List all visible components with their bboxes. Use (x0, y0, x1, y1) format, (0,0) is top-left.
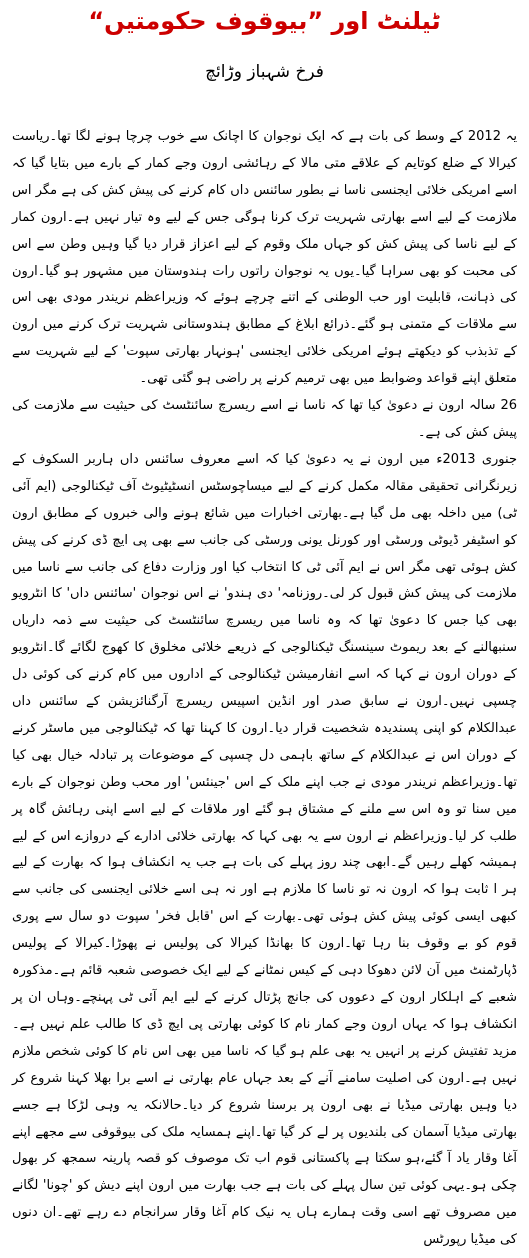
article-paragraph: 26 سالہ ارون نے دعویٰ کیا تھا کہ ناسا نے اسے ریسرچ سائنٹسٹ کی حیثیت سے ملازمت کی پیش کش کی ہے۔ (12, 398, 517, 440)
article-body (12, 124, 517, 1254)
article-paragraph: جنوری 2013ء میں ارون نے یہ دعویٰ کیا کہ اسے معروف سائنس داں ہاربر السکوف کے زیرنگرانی تحقیقی مقالہ مکمل کرنے کے لیے میساچوسٹس انسٹیٹیوٹ آف ٹیکنالوجی (ایم آئی ٹی) میں داخلہ بھی مل گیا ہے۔بھارتی اخبارات میں شائع ہونے والی خبروں کے مطابق ارون کو اسٹیفر ڈیوٹی ورسٹی اور کورنل یونی ورسٹی کی جانب سے بھی پی ایچ ڈی کرنے کی پیش کش ہوئی تھی مگر اس نے ایم آئی ٹی کا انتخاب کیا اور وزارت دفاع کی جانب سے ناسا میں ملازمت کی پیش کش قبول کر لی۔روزنامہ' دی ہندو' نے اس نوجوان 'سائنس داں' کا انٹرویو بھی کیا جس کا دعویٰ تھا کہ وہ ناسا میں ریسرچ سائنٹسٹ کی حیثیت سے ذمہ داریاں سنبھالنے کے بعد ریموٹ سینسنگ ٹیکنالوجی کے ذریعے خلائی مخلوق کا کھوج لگائے گا۔انٹرویو کے دوران ارون نے کہا کہ اسے انفارمیشن ٹیکنالوجی کے اداروں میں کام کرنے کی کوئی دل چسپی نہیں۔ارون نے سابق صدر اور انڈین اسپیس ریسرچ آرگنائزیشن کے سائنس داں عبدالکلام کو اپنی پسندیدہ شخصیت قرار دیا۔ارون کا کہنا تھا کہ ٹیکنالوجی میں ماسٹر کرنے کے دوران اس نے عبدالکلام کے ساتھ باہمی دل چسپی کے موضوعات پر تبادلہ خیال بھی کیا تھا۔وزیراعظم نریندر مودی نے جب اپنے ملک کے اس 'جینئس' اور محب وطن نوجوان کے بارے میں سنا تو وہ اس سے ملنے کے مشتاق ہو گئے اور ملاقات کے لیے اسے اپنی رہائش گاہ پر طلب کر لیا۔وزیراعظم نے ارون سے یہ بھی کہا کہ بھارتی خلائی ادارے کے دروازے اس کے لیے ہمیشہ کھلے رہیں گے۔ابھی چند روز پہلے کی بات ہے جب یہ انکشاف ہوا کہ بھارت کے لیے ہر ا ثابت ہوا کہ ارون نہ تو ناسا کا ملازم ہے اور نہ ہی اسے خلائی ایجنسی کی جانب سے کبھی ایسی کوئی پیش کش ہوئی تھی۔بھارت کے اس 'قابل فخر' سپوت دو سال سے پوری قوم کو بے وقوف بنا رہا تھا۔ارون کا بھانڈا کیرالا کی پولیس نے پھوڑا۔کیرالا کے پولیس ڈپارٹمنٹ میں آن لائن دھوکا دہی کے کیس نمٹانے کے لیے ایک خصوصی شعبہ قائم ہے۔مذکورہ شعبے کے اہلکار ارون کے دعووں کی جانچ پڑتال کرنے کے لیے ایم آئی ٹی پہنچے۔وہاں ان پر انکشاف ہوا کہ یہاں ارون وجے کمار نام کا کوئی بھارتی پی ایچ ڈی کا طالب علم نہیں ہے۔مزید تفتیش کرنے پر انہیں یہ بھی علم ہو گیا کہ ناسا میں بھی اس نام کا کوئی شخص ملازم نہیں ہے۔ارون کی اصلیت سامنے آنے کے بعد جہاں عام بھارتی نے اسے برا بھلا کہنا شروع کر دیا وہیں بھارتی میڈیا نے بھی ارون پر برسنا شروع کر دیا۔حالانکہ یہ وہی لڑکا ہے جسے بھارتی میڈیا آسمان کی بلندیوں پر لے کر گیا تھا۔اپنے ہمسایہ ملک کی بیوقوفی سے مجھے اپنے آغا وقار یاد آ گئے،ہو سکتا ہے پاکستانی قوم اب تک موصوف کو قصہ پارینہ سمجھ کر بھول چکی ہو۔یہی کوئی تین سال پہلے کی بات ہے جب بھارت میں ارون اپنے دیش کو 'چونا' لگانے میں مصروف تھے اسی وقت ہمارے ہاں یہ نیک کام آغا وقار سرانجام دے رہے تھے۔ان دنوں کی میڈیا رپورٹس (12, 451, 517, 1248)
article-title: ٹیلنٹ اور ”بیوقوف حکومتیں“ (88, 7, 441, 35)
article-paragraph: یہ 2012 کے وسط کی بات ہے کہ ایک نوجوان کا اچانک سے خوب چرچا ہونے لگا تھا۔ریاست کیرالا کے ضلع کوتایم کے علاقے متی مالا کے رہائشی ارون وجے کمار کے بارے میں بتایا گیا کہ اسے امریکی خلائی ایجنسی ناسا نے بطور سائنس داں کام کرنے کی پیش کش کی ہے مگر اس ملازمت کے لیے اسے بھارتی شہریت ترک کرنا ہوگی جس کے لیے وہ تیار نہیں ہے۔ارون کمار کے لیے ناسا کی پیش کش کو جہاں ملک وقوم کے لیے اعزاز قرار دیا گیا وہیں وطن سے اس کی محبت کو بھی سراہا گیا۔یوں یہ نوجوان راتوں رات ہندوستان میں مشہور ہو گیا۔ارون کی ذہانت، قابلیت اور حب الوطنی کے اتنے چرچے ہوئے کہ وزیراعظم نریندر مودی بھی اس سے ملاقات کے متمنی ہو گئے۔ذرائع ابلاغ کے مطابق ہندوستانی شہریت ترک کرنے میں ارون کے تذبذب کو دیکھتے ہوئے امریکی خلائی ایجنسی 'ہونہار بھارتی سپوت' کے لیے شہریت سے متعلق اپنے قواعد وضوابط میں بھی ترمیم کرنے پر راضی ہو گئی تھی۔ (12, 129, 517, 387)
article-author: فرخ شہباز وڑائچ (205, 62, 324, 82)
